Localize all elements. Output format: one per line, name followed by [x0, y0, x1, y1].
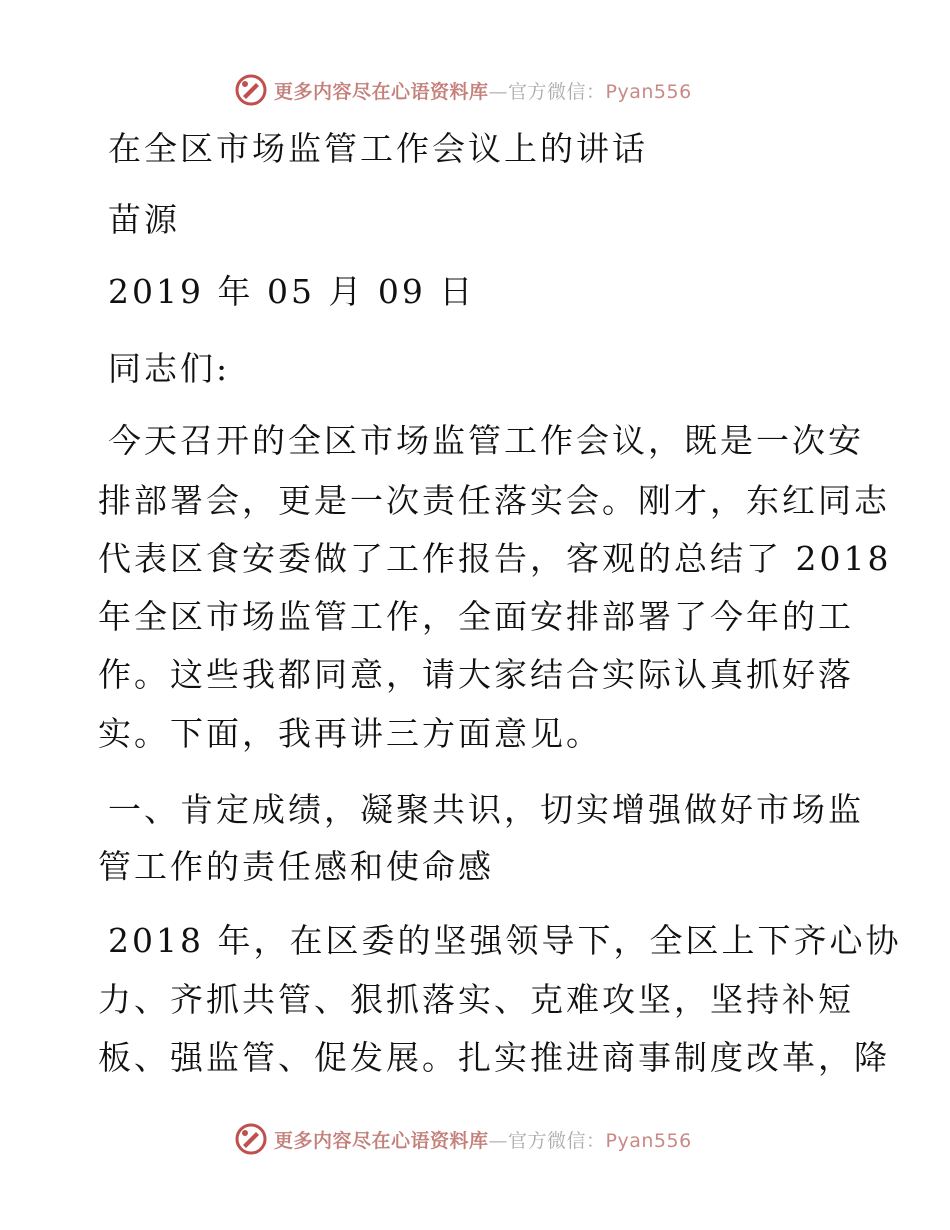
watermark-text: 更多内容尽在心语资料库—官方微信：Pyan556 [274, 80, 692, 103]
paragraph-line: 力、齐抓共管、狠抓落实、克难攻坚，坚持补短 [98, 980, 854, 1019]
section-heading: 一、肯定成绩，凝聚共识，切实增强做好市场监 [108, 790, 864, 829]
watermark-footer [234, 1121, 692, 1157]
logo-icon [234, 1122, 268, 1156]
paragraph-line: 代表区食安委做了工作报告，客观的总结了 2018 [98, 539, 892, 578]
paragraph-line: 排部署会，更是一次责任落实会。刚才，东红同志 [98, 481, 890, 520]
document-author: 苗源 [108, 200, 180, 239]
logo-icon [234, 73, 268, 107]
document-date: 2019 年 05 月 09 日 [108, 272, 476, 311]
paragraph-line: 年全区市场监管工作，全面安排部署了今年的工 [98, 597, 854, 636]
paragraph-line: 实。下面，我再讲三方面意见。 [98, 714, 602, 753]
section-heading: 管工作的责任感和使命感 [98, 847, 494, 886]
watermark-header [234, 72, 692, 108]
paragraph-line: 板、强监管、促发展。扎实推进商事制度改革，降 [98, 1038, 890, 1077]
watermark-text: 更多内容尽在心语资料库—官方微信：Pyan556 [274, 1129, 692, 1152]
salutation: 同志们: [108, 349, 231, 388]
paragraph-line: 作。这些我都同意，请大家结合实际认真抓好落 [98, 655, 854, 694]
document-title: 在全区市场监管工作会议上的讲话 [108, 129, 648, 168]
paragraph-line: 2018 年，在区委的坚强领导下，全区上下齐心协 [108, 921, 902, 960]
paragraph-line: 今天召开的全区市场监管工作会议，既是一次安 [108, 421, 864, 460]
